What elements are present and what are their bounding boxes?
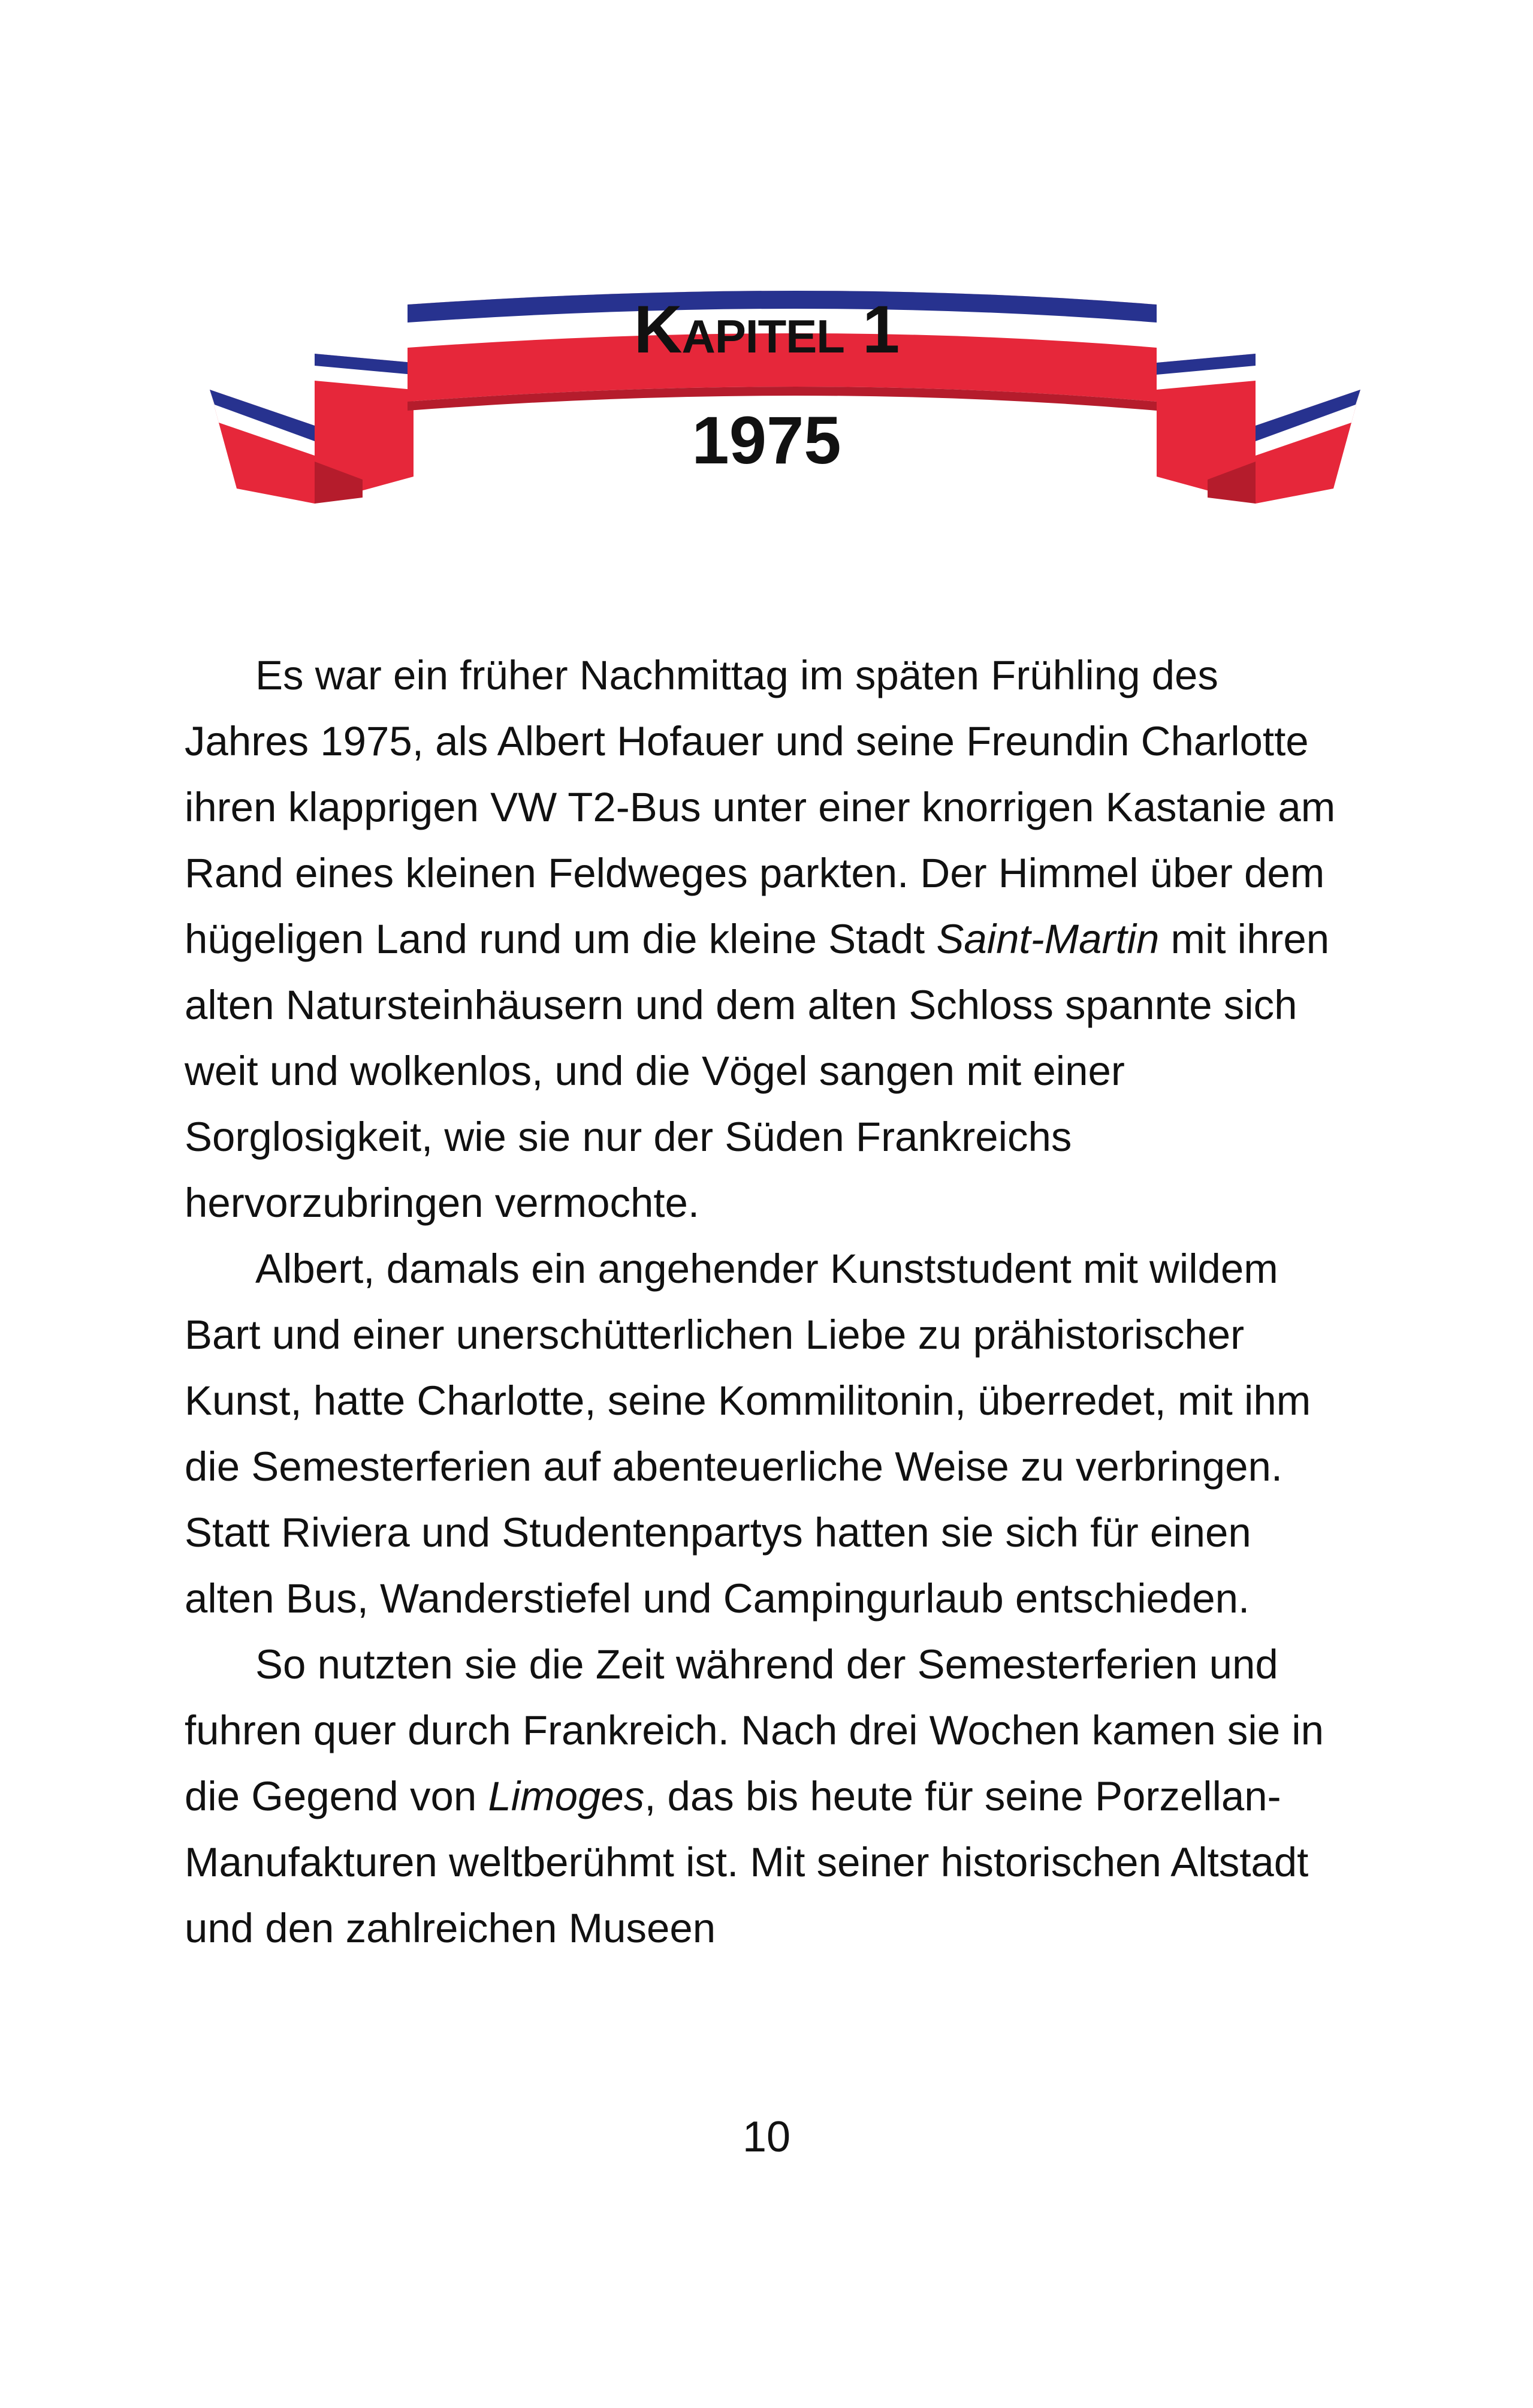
paragraph: So nutzten sie die Zeit während der Semesterferien und fuhren quer durch Frankreich. Nach drei Wochen kamen sie in die Gegend von Limoges, das bis heute für seine Porzellan-Manufakturen weltberühmt ist. Mit seiner historischen Altstadt und den zahlreichen Museen	[185, 1641, 1324, 1951]
chapter-year: 1975	[692, 403, 841, 478]
place-name: Limoges	[488, 1773, 645, 1819]
paragraph: Es war ein früher Nachmittag im späten Frühling des Jahres 1975, als Albert Hofauer und seine Freundin Charlotte ihren klapprigen VW T2-Bus unter einer knorrigen Kastanie am Rand eines kleinen Feldweges parkten. Der Himmel über dem hügeligen Land rund um die kleine Stadt Saint-Martin mit ihren alten Natursteinhäusern und dem alten Schloss spannte sich weit und wolkenlos, und die Vögel sangen mit einer Sorglosigkeit, wie sie nur der Süden Frankreichs hervorzubringen vermochte.	[185, 652, 1336, 1226]
chapter-body	[185, 643, 1344, 1961]
page-number: 10	[742, 2113, 791, 2161]
paragraph: Albert, damals ein angehender Kunststudent mit wildem Bart und einer unerschütterlichen Liebe zu prähistorischer Kunst, hatte Charlotte, seine Kommilitonin, überredet, mit ihm die Semesterferien auf abenteuerliche Weise zu verbringen. Statt Riviera und Studentenpartys hatten sie sich für einen alten Bus, Wanderstiefel und Campingurlaub entschieden.	[185, 1246, 1311, 1622]
chapter-title: Kapitel 1	[633, 292, 900, 367]
place-name: Saint-Martin	[936, 916, 1160, 962]
